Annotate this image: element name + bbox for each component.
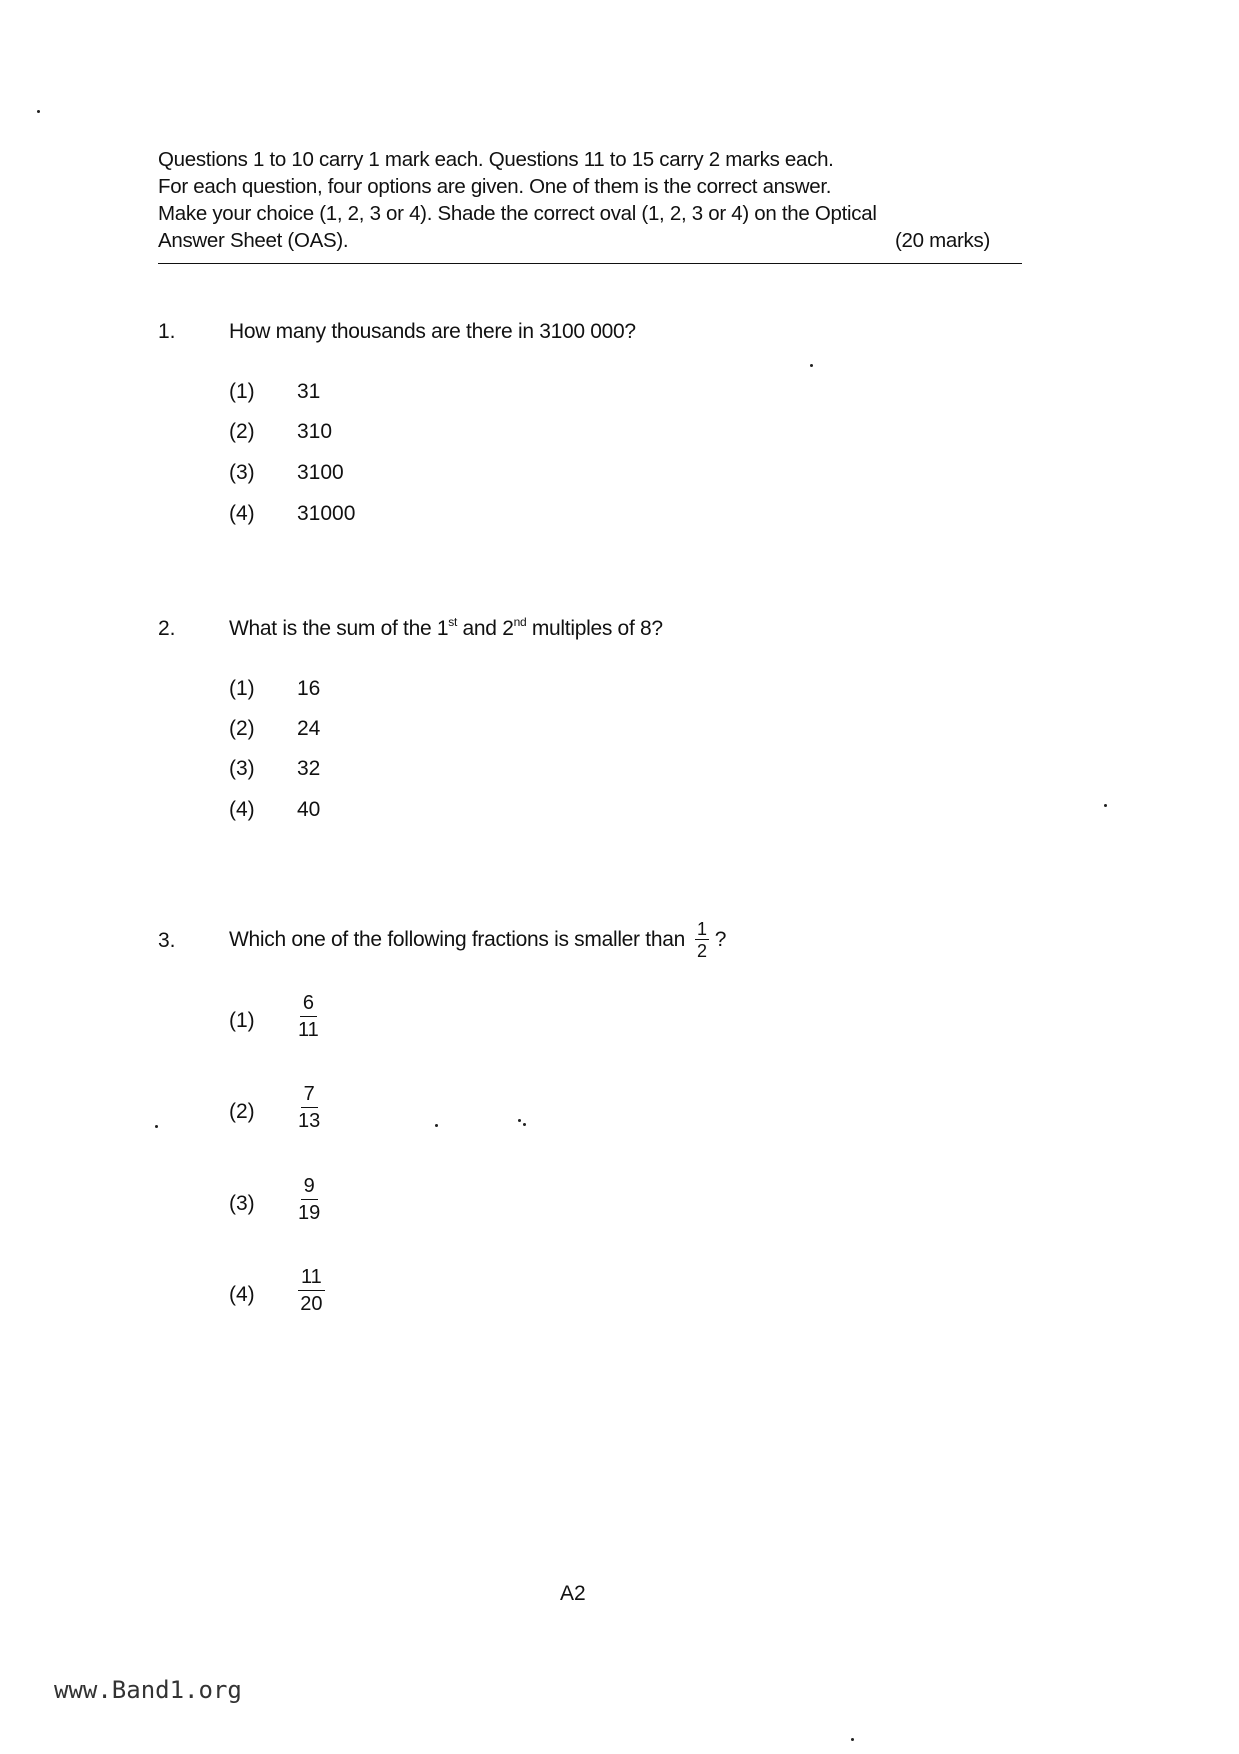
q3-option-2-fraction [298, 1083, 320, 1132]
scan-speck [518, 1119, 521, 1122]
q3-option-2-label: (2) [229, 1100, 255, 1123]
q3-option-4-numerator: 11 [298, 1266, 325, 1291]
q1-option-1-value: 31 [297, 380, 321, 403]
instructions-divider [158, 263, 1022, 264]
question-2-text [229, 617, 663, 641]
q2-option-3-value: 32 [297, 757, 321, 780]
q3-option-2-denominator: 13 [298, 1110, 321, 1132]
watermark-url: www.Band1.org [54, 1676, 242, 1704]
question-3-fraction-numerator: 1 [696, 919, 707, 939]
question-1-number: 1. [158, 320, 176, 343]
q2-option-4-value: 40 [297, 798, 321, 821]
q1-option-4-value: 31000 [297, 502, 356, 525]
instructions-block [158, 146, 1022, 254]
q1-option-3-value: 3100 [297, 461, 344, 484]
instructions-line-4 [158, 227, 1022, 254]
q1-option-3-label: (3) [229, 461, 255, 484]
question-2-number: 2. [158, 617, 176, 640]
q3-option-1-label: (1) [229, 1009, 255, 1032]
q2-option-1-value: 16 [297, 677, 321, 700]
q3-option-3-denominator: 19 [298, 1202, 321, 1224]
question-2-text-part-1: What is the sum of the 1 [229, 617, 449, 640]
q3-option-4-fraction [298, 1266, 325, 1315]
page-number: A2 [560, 1582, 586, 1605]
q2-option-1-label: (1) [229, 677, 255, 700]
question-2-sup-2: nd [513, 615, 527, 629]
question-3-text [229, 915, 726, 965]
q1-option-1-label: (1) [229, 380, 255, 403]
q3-option-4-denominator: 20 [300, 1293, 323, 1315]
q2-option-2-label: (2) [229, 717, 255, 740]
scan-speck [155, 1125, 158, 1128]
scan-speck [1104, 804, 1107, 807]
q2-option-4-label: (4) [229, 798, 255, 821]
question-3-fraction-denominator: 2 [696, 941, 707, 961]
q3-option-1-numerator: 6 [300, 992, 317, 1017]
question-3-fraction [695, 920, 709, 960]
scan-speck [435, 1124, 438, 1127]
q2-option-2-value: 24 [297, 717, 321, 740]
marks-total: (20 marks) [895, 229, 990, 252]
q3-option-4-label: (4) [229, 1283, 255, 1306]
question-2-text-part-2: and 2 [456, 617, 514, 640]
q1-option-2-label: (2) [229, 420, 255, 443]
question-3-text-end: ? [714, 928, 727, 951]
instructions-line-1: Questions 1 to 10 carry 1 mark each. Questions 11 to 15 carry 2 marks each. [158, 148, 834, 171]
question-1-text: How many thousands are there in 3100 000? [229, 320, 636, 343]
scan-speck [37, 110, 40, 113]
scan-speck [851, 1738, 854, 1741]
q3-option-1-fraction [298, 992, 319, 1041]
question-3-text-main: Which one of the following fractions is smaller than [229, 928, 685, 951]
q3-option-1-denominator: 11 [298, 1019, 319, 1041]
scan-speck [523, 1123, 526, 1126]
scan-speck [810, 364, 813, 367]
q3-option-2-numerator: 7 [301, 1083, 318, 1108]
q1-option-4-label: (4) [229, 502, 255, 525]
question-2-sup-1: st [448, 615, 457, 629]
question-2-text-part-3: multiples of 8? [526, 617, 663, 640]
q3-option-3-label: (3) [229, 1192, 255, 1215]
q2-option-3-label: (3) [229, 757, 255, 780]
q3-option-3-fraction [298, 1175, 320, 1224]
q1-option-2-value: 310 [297, 420, 333, 443]
instructions-line-4-text: Answer Sheet (OAS). [158, 229, 349, 252]
instructions-line-3: Make your choice (1, 2, 3 or 4). Shade the correct oval (1, 2, 3 or 4) on the Optical [158, 202, 877, 225]
q3-option-3-numerator: 9 [301, 1175, 318, 1200]
question-3-number: 3. [158, 929, 176, 952]
instructions-line-2: For each question, four options are given. One of them is the correct answer. [158, 175, 832, 198]
